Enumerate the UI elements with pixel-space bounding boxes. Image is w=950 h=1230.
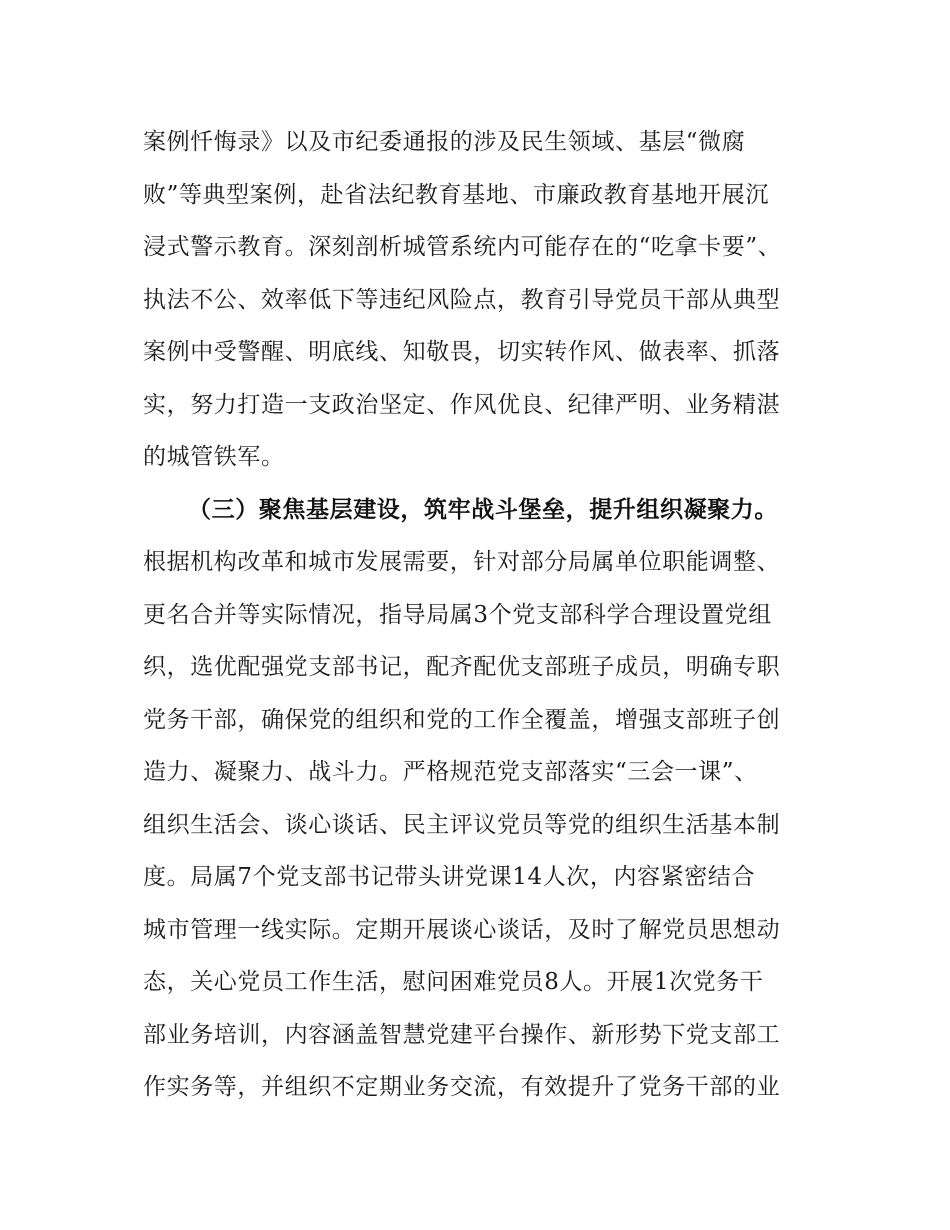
paragraph-line: 案例忏悔录》以及市纪委通报的涉及民生领域、基层“微腐 [143, 129, 746, 155]
paragraph-line: 浸式警示教育。深刻剖析城管系统内可能存在的“吃拿卡要”、 [143, 234, 782, 260]
paragraph-line: 造力、凝聚力、战斗力。严格规范党支部落实“三会一课”、 [143, 759, 758, 785]
paragraph-line: 执法不公、效率低下等违纪风险点，教育引导党员干部从典型 [143, 287, 781, 313]
paragraph-line: 组织生活会、谈心谈话、民主评议党员等党的组织生活基本制 [143, 812, 781, 838]
paragraph-line: 城市管理一线实际。定期开展谈心谈话，及时了解党员思想动 [143, 917, 781, 943]
paragraph-line: 案例中受警醒、明底线、知敬畏，切实转作风、做表率、抓落 [143, 339, 781, 365]
paragraph-line: 部业务培训，内容涵盖智慧党建平台操作、新形势下党支部工 [143, 1022, 781, 1048]
paragraph-line: 的城管铁军。 [143, 444, 285, 470]
paragraph-line: 更名合并等实际情况，指导局属3个党支部科学合理设置党组 [143, 602, 772, 628]
section-heading: （三）聚焦基层建设，筑牢战斗堡垒，提升组织凝聚力。 [188, 497, 778, 523]
paragraph-line: 根据机构改革和城市发展需要，针对部分局属单位职能调整、 [143, 549, 781, 575]
paragraph-line: 度。局属7个党支部书记带头讲党课14人次，内容紧密结合 [143, 864, 756, 890]
paragraph-line: 织，选优配强党支部书记，配齐配优支部班子成员，明确专职 [143, 654, 781, 680]
paragraph-line: 态，关心党员工作生活，慰问困难党员8人。开展1次党务干 [143, 969, 764, 995]
paragraph-line: 败”等典型案例，赴省法纪教育基地、市廉政教育基地开展沉 [143, 182, 769, 208]
paragraph-line: 作实务等，并组织不定期业务交流，有效提升了党务干部的业 [143, 1074, 781, 1100]
paragraph-line: 实，努力打造一支政治坚定、作风优良、纪律严明、业务精湛 [143, 392, 781, 418]
paragraph-line: 党务干部，确保党的组织和党的工作全覆盖，增强支部班子创 [143, 707, 781, 733]
